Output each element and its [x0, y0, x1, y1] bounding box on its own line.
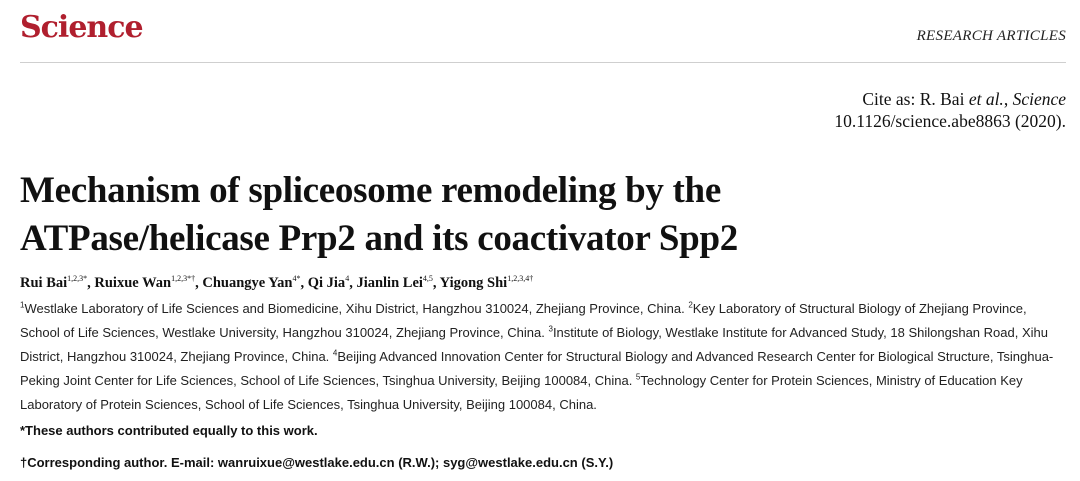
corresponding-author-note: †Corresponding author. E-mail: wanruixue@westlake.edu.cn (R.W.); syg@westlake.edu.cn (S.Y.) [20, 455, 614, 470]
header-divider [20, 62, 1066, 63]
title-line-2: ATPase/helicase Prp2 and its coactivator Spp2 [20, 218, 738, 259]
author [94, 275, 202, 291]
affiliation-number: 3 [548, 324, 553, 334]
author [356, 275, 439, 291]
author-name: Jianlin Lei [356, 275, 423, 291]
affiliation-text: Institute of Biology, Westlake Institute for Advanced Study, 18 Shilongshan Road, Xihu District, Hangzhou 310024, Zhejiang Province, China. [20, 325, 1048, 364]
citation-line [834, 88, 1066, 110]
affiliation-text: Technology Center for Protein Sciences, Ministry of Education Key Laboratory of Protein Sciences, School of Life Sciences, Tsinghua University, Beijing 100084, China. [20, 373, 1023, 412]
author-separator: , [432, 275, 440, 291]
affiliation-text: Westlake Laboratory of Life Sciences and Biomedicine, Xihu District, Hangzhou 310024, Zhejiang Province, China. [24, 301, 689, 316]
author-affiliation-marks: 4 [345, 274, 350, 284]
affiliation-number: 5 [635, 372, 641, 382]
citation-prefix: Cite as: R. Bai [862, 89, 969, 109]
author-separator: , [195, 275, 203, 291]
author [308, 275, 357, 291]
journal-logo: Science [20, 10, 143, 45]
citation-doi: 10.1126/science.abe8863 (2020). [834, 111, 1066, 131]
citation-etal: et al. [968, 89, 1004, 109]
author-separator: , [349, 275, 357, 291]
affiliation-text: Beijing Advanced Innovation Center for Structural Biology and Advanced Research Center for Biological Structure, Tsinghua-Peking Joint Center for Life Sciences, School of Life Sciences, Tsinghua University, Beijing 100084, China. [20, 349, 1054, 388]
article-title [20, 167, 1020, 263]
author-affiliation-marks: 1,2,3,4† [507, 274, 534, 284]
author-affiliation-marks: 1,2,3* [67, 274, 88, 284]
author-affiliation-marks: 1,2,3*† [171, 274, 196, 284]
affiliation-number: 4 [332, 348, 338, 358]
affiliation-number: 1 [20, 300, 25, 310]
author-list [20, 273, 533, 293]
page-header [20, 0, 1066, 62]
author-name: Qi Jia [307, 275, 346, 291]
author [202, 275, 307, 291]
citation-journal: Science [1012, 89, 1066, 109]
author-name: Yigong Shi [439, 275, 508, 291]
author-separator: , [300, 275, 308, 291]
citation-separator: , [1003, 89, 1013, 109]
author [20, 275, 94, 291]
section-label: RESEARCH ARTICLES [916, 28, 1066, 44]
author-name: Rui Bai [20, 275, 68, 291]
affiliations [20, 297, 1062, 417]
author-affiliation-marks: 4* [292, 274, 301, 284]
author [440, 275, 534, 291]
citation-block [834, 88, 1066, 132]
author-separator: , [87, 275, 95, 291]
affiliation-text: Key Laboratory of Structural Biology of Zhejiang Province, School of Life Sciences, Westlake University, Hangzhou 310024, Zhejiang Province, China. [20, 301, 1027, 340]
author-name: Ruixue Wan [94, 275, 172, 291]
author-name: Chuangye Yan [202, 275, 293, 291]
title-line-1: Mechanism of spliceosome remodeling by the [20, 170, 721, 211]
author-affiliation-marks: 4,5 [422, 274, 433, 284]
affiliation-number: 2 [688, 300, 693, 310]
equal-contribution-note: *These authors contributed equally to this work. [20, 423, 318, 438]
